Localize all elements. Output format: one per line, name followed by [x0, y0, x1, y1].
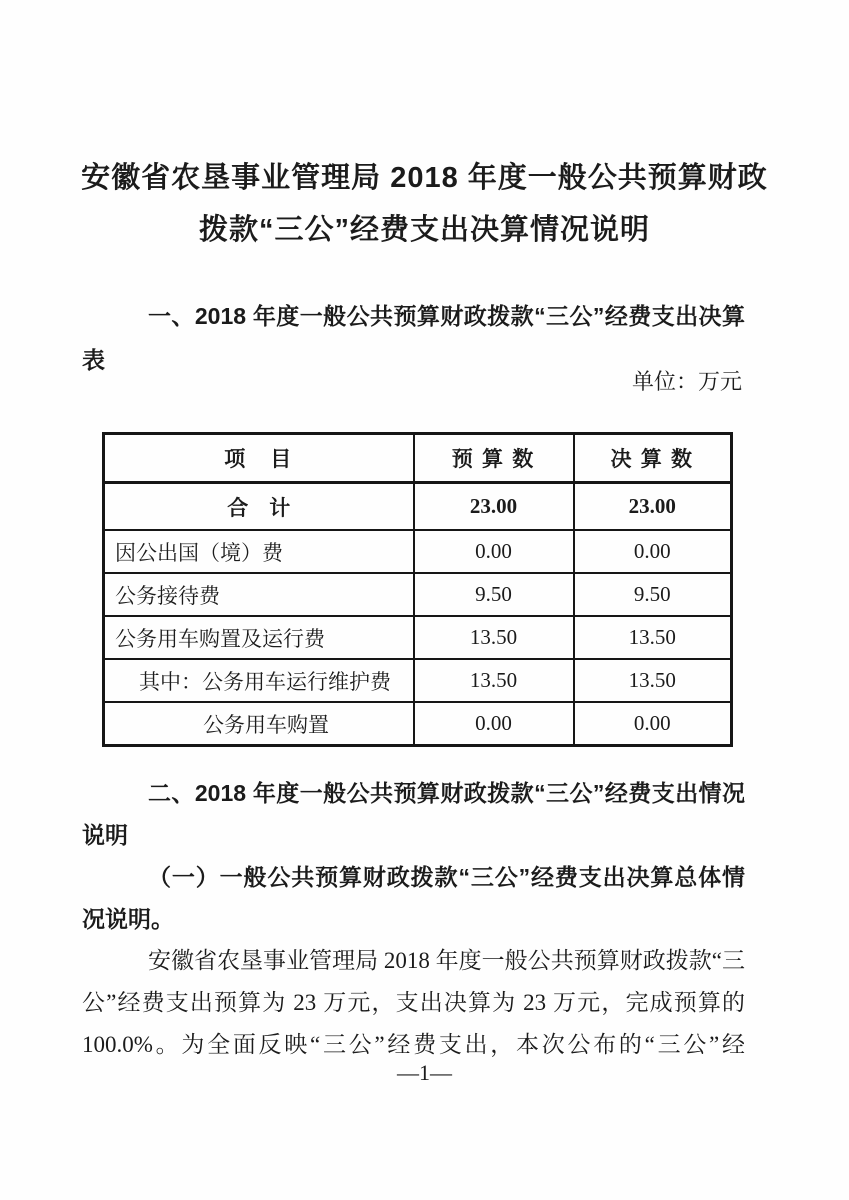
table-row-vehicle-total [104, 616, 732, 659]
row-final-value: 13.50 [574, 616, 732, 659]
row-item-label: 合 计 [104, 483, 414, 531]
budget-table [102, 432, 733, 747]
unit-label: 单位：万元 [631, 369, 742, 394]
table-row-vehicle-maintenance [104, 659, 732, 702]
row-item-label: 因公出国（境）费 [104, 530, 414, 573]
row-budget-value: 9.50 [414, 573, 574, 616]
col-header-budget: 预 算 数 [414, 434, 574, 483]
section-one-heading-line2: 表 [82, 347, 105, 373]
row-item-label: 其中：公务用车运行维护费 [104, 659, 414, 702]
row-budget-value: 13.50 [414, 616, 574, 659]
page-title-line2: 拨款“三公”经费支出决算情况说明 [198, 214, 650, 246]
section-two-block [82, 772, 745, 1066]
section-two-subheading-line1: （一）一般公共预算财政拨款“三公”经费支出决算总体情 [148, 864, 745, 890]
table-row-abroad [104, 530, 732, 573]
col-header-item: 项 目 [104, 434, 414, 483]
row-final-value: 9.50 [574, 573, 732, 616]
table-header-row [104, 434, 732, 483]
row-item-label: 公务用车购置及运行费 [104, 616, 414, 659]
body-paragraph-line1: 安徽省农垦事业管理局 2018 年度一般公共预算财政拨款“三 [148, 948, 745, 973]
body-paragraph-line3: 100.0%。为全面反映“三公”经费支出，本次公布的“三公”经 [82, 1032, 745, 1057]
page-title [0, 152, 849, 256]
section-two-heading-line2: 说明 [82, 822, 128, 848]
section-two-subheading-line2: 况说明。 [82, 906, 174, 932]
table-row-reception [104, 573, 732, 616]
section-two-heading-line1: 二、2018 年度一般公共预算财政拨款“三公”经费支出情况 [148, 780, 745, 806]
row-item-label: 公务用车购置 [104, 702, 414, 746]
row-item-label: 公务接待费 [104, 573, 414, 616]
body-paragraph-line2: 公”经费支出预算为 23 万元，支出决算为 23 万元，完成预算的 [82, 990, 745, 1015]
row-final-value: 0.00 [574, 702, 732, 746]
row-budget-value: 13.50 [414, 659, 574, 702]
table-row-total [104, 483, 732, 531]
col-header-final: 决 算 数 [574, 434, 732, 483]
row-final-value: 23.00 [574, 483, 732, 531]
row-budget-value: 0.00 [414, 702, 574, 746]
section-one-heading-line1: 一、2018 年度一般公共预算财政拨款“三公”经费支出决算 [148, 303, 745, 329]
row-final-value: 13.50 [574, 659, 732, 702]
table-row-vehicle-purchase [104, 702, 732, 746]
page-number: —1— [397, 1060, 452, 1085]
page-title-line1: 安徽省农垦事业管理局 2018 年度一般公共预算财政 [81, 162, 768, 194]
row-budget-value: 23.00 [414, 483, 574, 531]
row-budget-value: 0.00 [414, 530, 574, 573]
row-final-value: 0.00 [574, 530, 732, 573]
